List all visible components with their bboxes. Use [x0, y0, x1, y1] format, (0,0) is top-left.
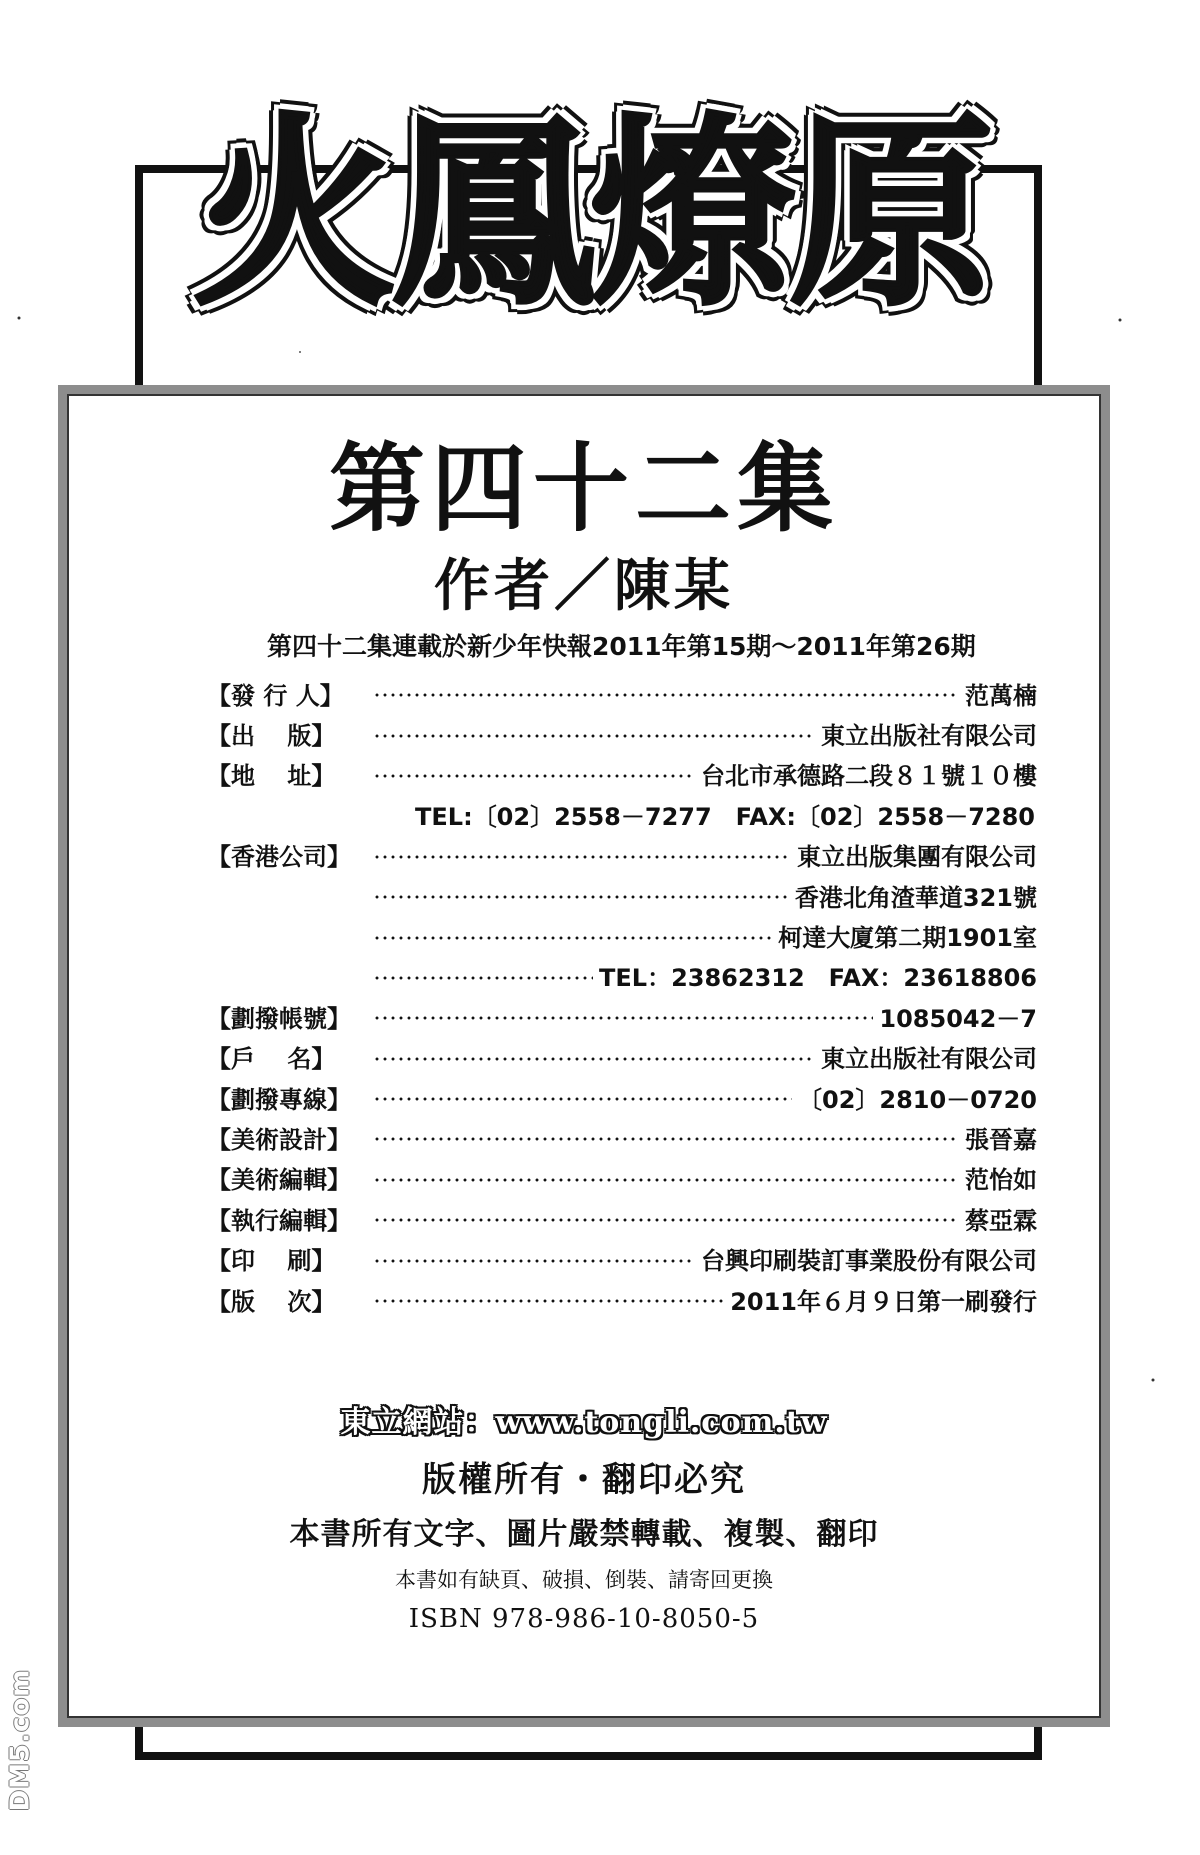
leader-dots: [373, 734, 815, 738]
credit-value: 范萬楠: [965, 681, 1037, 710]
leader-dots: [373, 774, 695, 778]
leader-dots: [373, 895, 789, 899]
credit-row-imprint: [207, 713, 1037, 753]
leader-dots: [373, 855, 791, 859]
credit-label: 【美術編輯】: [207, 1166, 351, 1195]
credit-row-tel: [207, 794, 1037, 834]
credit-label: 【發 行 人】: [207, 681, 344, 710]
credit-label: 【執行編輯】: [207, 1206, 351, 1235]
watermark-text: DM5.com: [5, 1668, 36, 1812]
colophon-page: [58, 385, 1110, 1727]
credit-row-postal-account: [207, 996, 1037, 1036]
credit-row-publisher: [207, 673, 1037, 713]
series-title: [160, 55, 1020, 375]
leader-dots: [373, 1178, 959, 1182]
leader-dots: [373, 1057, 815, 1061]
credit-label: 【印 刷】: [207, 1247, 336, 1276]
credit-value: 范怡如: [965, 1166, 1037, 1195]
credit-value: 1085042－7: [879, 1004, 1037, 1033]
credit-value: 香港北角渣華道321號: [794, 883, 1037, 912]
leader-dots: [373, 936, 772, 940]
rights-reserved: 版權所有・翻印必究: [422, 1460, 746, 1500]
credits-list: [207, 673, 1037, 1319]
credit-value: 台北市承德路二段８１號１０樓: [701, 762, 1037, 791]
serialization-note: 第四十二集連載於新少年快報2011年第15期～2011年第26期: [267, 632, 976, 661]
leader-dots: [373, 1016, 873, 1020]
speck: [1152, 1379, 1155, 1382]
series-title-text: 火鳳燎原: [192, 95, 988, 334]
credit-value: 張晉嘉: [965, 1125, 1037, 1154]
credit-label: 【戶 名】: [207, 1045, 336, 1074]
credit-value: 台興印刷裝訂事業股份有限公司: [701, 1247, 1037, 1276]
website-line: 東立網站：www.tongli.com.tw: [340, 1405, 828, 1440]
credit-row-hk-address-2: [207, 915, 1037, 955]
credit-value: 2011年６月９日第一刷發行: [730, 1287, 1037, 1316]
credit-label: 【版 次】: [207, 1287, 336, 1316]
leader-dots: [373, 1218, 959, 1222]
credit-row-account-name: [207, 1037, 1037, 1077]
isbn: ISBN 978-986-10-8050-5: [408, 1604, 760, 1634]
credit-row-hk-company: [207, 835, 1037, 875]
rights-detail: 本書所有文字、圖片嚴禁轉載、複製、翻印: [289, 1517, 879, 1552]
credit-row-hk-address-1: [207, 875, 1037, 915]
credit-label: 【美術設計】: [207, 1125, 351, 1154]
defect-notice: 本書如有缺頁、破損、倒裝、請寄回更換: [395, 1568, 773, 1592]
credit-row-printing: [207, 1238, 1037, 1278]
credit-label: 【出 版】: [207, 722, 336, 751]
credit-value: TEL：23862312 FAX：23618806: [599, 964, 1037, 993]
credit-row-executive-editor: [207, 1198, 1037, 1238]
credit-value: TEL:〔02〕2558－7277 FAX:〔02〕2558－7280: [415, 802, 1035, 831]
credit-value: 〔02〕2810－0720: [798, 1085, 1037, 1114]
credit-label: 【地 址】: [207, 762, 336, 791]
credit-value: 柯達大廈第二期1901室: [778, 924, 1037, 953]
leader-dots: [373, 693, 959, 697]
speck: [18, 317, 21, 320]
credit-value: 東立出版社有限公司: [821, 1045, 1037, 1074]
credit-value: 蔡亞霖: [965, 1206, 1037, 1235]
leader-dots: [373, 976, 593, 980]
leader-dots: [373, 1097, 792, 1101]
watermark: [0, 1640, 40, 1840]
credit-row-art-editor: [207, 1158, 1037, 1198]
author-line: 作者／陳某: [434, 554, 734, 619]
leader-dots: [373, 1137, 959, 1141]
volume-title: 第四十二集: [329, 432, 839, 545]
credit-label: 【劃撥帳號】: [207, 1004, 351, 1033]
credit-value: 東立出版社有限公司: [821, 722, 1037, 751]
leader-dots: [373, 1299, 724, 1303]
credit-label: 【香港公司】: [207, 843, 351, 872]
credit-row-address: [207, 754, 1037, 794]
credit-row-postal-line: [207, 1077, 1037, 1117]
speck: [1119, 319, 1122, 322]
credit-row-edition: [207, 1279, 1037, 1319]
credit-value: 東立出版集團有限公司: [797, 843, 1037, 872]
credit-row-art-design: [207, 1117, 1037, 1157]
credit-label: 【劃撥專線】: [207, 1085, 351, 1114]
leader-dots: [373, 1259, 695, 1263]
credit-row-hk-tel: [207, 956, 1037, 996]
